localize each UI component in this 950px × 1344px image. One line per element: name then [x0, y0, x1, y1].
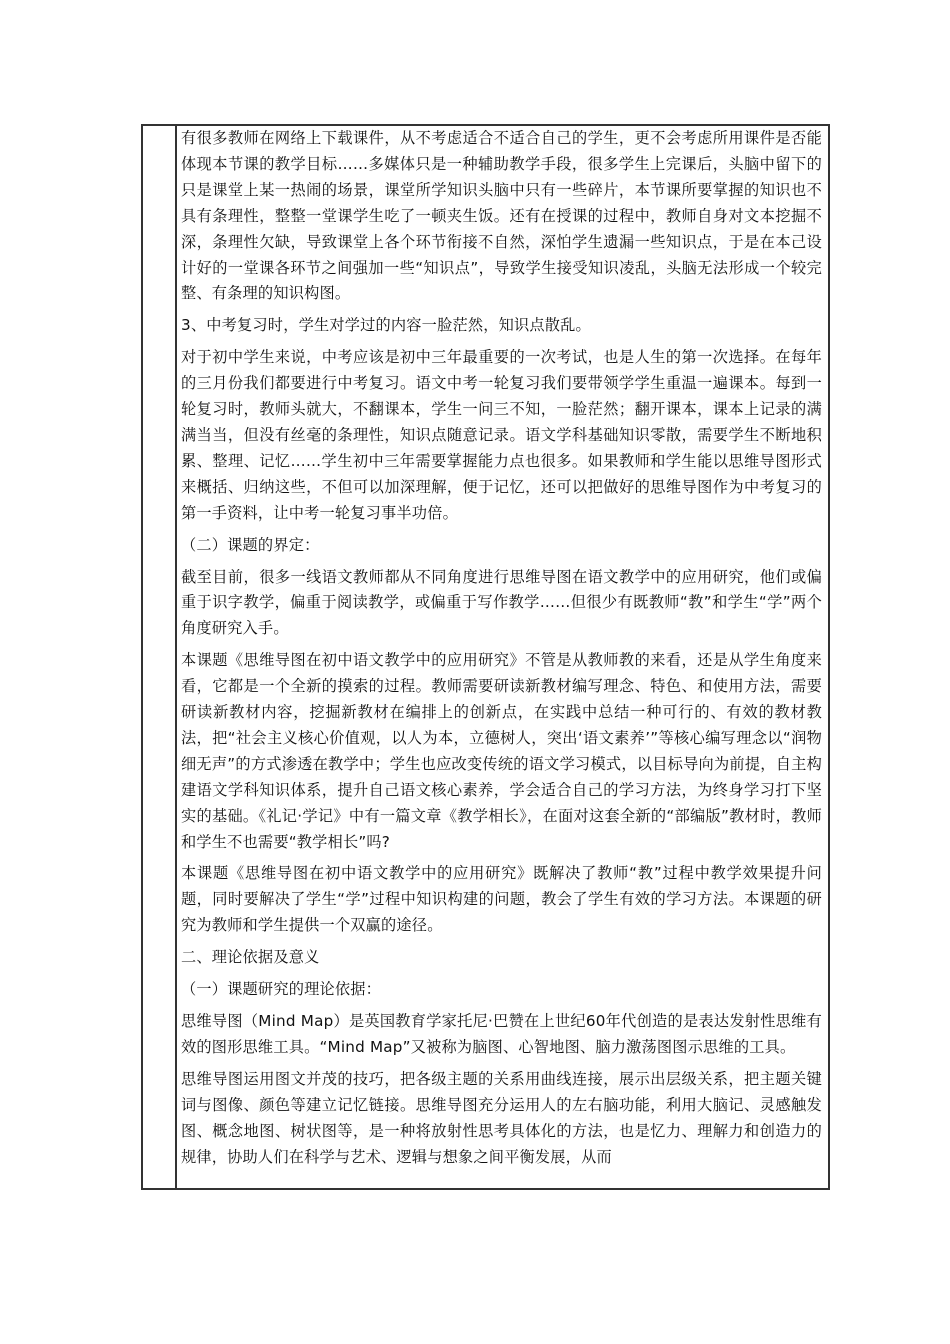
paragraph-exam-review: 对于初中学生来说，中考应该是初中三年最重要的一次考试，也是人生的第一次选择。在每年的三月份我们都要进行中考复习。语文中考一轮复习我们要带领学学生重温一遍课本。每到一轮复习时，教师头就大，不翻课本，学生一问三不知，一脸茫然；翻开课本，课本上记录的满满当当，但没有丝毫的条理性，知识点随意记录。语文学科基础知识零散，需要学生不断地积累、整理、记忆……学生初中三年需要掌握能力点也很多。如果教师和学生能以思维导图形式来概括、归纳这些，不但可以加深理解，便于记忆，还可以把做好的思维导图作为中考复习的第一手资料，让中考一轮复习事半功倍。 — [181, 348, 822, 522]
paragraph-current-research: 截至目前，很多一线语文教师都从不同角度进行思维导图在语文教学中的应用研究，他们或偏重于识字教学，偏重于阅读教学，或偏重于写作教学……但很少有既教师“教”和学生“学”两个角度研究入手。 — [181, 567, 822, 638]
paragraph-topic-exploration: 本课题《思维导图在初中语文教学中的应用研究》不管是从教师教的来看，还是从学生角度来看，它都是一个全新的摸索的过程。教师需要研读新教材编写理念、特色、和使用方法，需要研读新教材内容，挖掘新教材在编排上的创新点，在实践中总结一种可行的、有效的教材教法，把“社会主义核心价值观，以人为本，立德树人，突出‘语文素养’”等核心编写理念以“润物细无声”的方式渗透在教学中；学生也应改变传统的语文学习模式，以目标导向为前提，自主构建语文学科知识体系，提升自己语文核心素养，学会适合自己的学习方法，为终身学习打下坚实的基础。《礼记·学记》中有一篇文章《教学相长》，在面对这套全新的“部编版”教材时，教师和学生不也需要“教学相长”吗? — [181, 651, 822, 851]
paragraph-mind-map-technique: 思维导图运用图文并茂的技巧，把各级主题的关系用曲线连接，展示出层级关系，把主题关键词与图像、颜色等建立记忆链接。思维导图充分运用人的左右脑功能，利用大脑记、灵感触发图、概念地图、树状图等，是一种将放射性思考具体化的方法，也是忆力、理解力和创造力的规律，协助人们在科学与艺术、逻辑与想象之间平衡发展，从而 — [181, 1069, 822, 1166]
section-heading-theory: 二、理论依据及意义 — [181, 948, 320, 967]
paragraph-mind-map-definition: 思维导图（Mind Map）是英国教育学家托尼·巴赞在上世纪60年代创造的是表达发射性思维有效的图形思维工具。“Mind Map”又被称为脑图、心智地图、脑力激荡图图示思维的工具。 — [181, 1012, 822, 1056]
paragraph-review-issue-heading: 3、中考复习时，学生对学过的内容一脸茫然，知识点散乱。 — [181, 316, 591, 335]
paragraph-topic-benefit: 本课题《思维导图在初中语文教学中的应用研究》既解决了教师“教”过程中教学效果提升问题，同时要解决了学生“学”过程中知识构建的问题，教会了学生有效的学习方法。本课题的研究为教师和学生提供一个双赢的途径。 — [181, 864, 822, 935]
section-heading-definition: （二）课题的界定： — [181, 535, 320, 554]
table-content-cell — [177, 126, 828, 1188]
paragraph-courseware-issue: 有很多教师在网络上下载课件，从不考虑适合不适合自己的学生，更不会考虑所用课件是否能体现本节课的教学目标……多媒体只是一种辅助教学手段，很多学生上完课后，头脑中留下的只是课堂上某一热闹的场景，课堂所学知识头脑中只有一些碎片，本节课所要掌握的知识也不具有条理性，整整一堂课学生吃了一顿夹生饭。还有在授课的过程中，教师自身对文本挖掘不深，条理性欠缺，导致课堂上各个环节衔接不自然，深怕学生遗漏一些知识点，于是在本己设计好的一堂课各环节之间强加一些“知识点”，导致学生接受知识凌乱，头脑无法形成一个较完整、有条理的知识构图。 — [181, 129, 822, 303]
section-heading-theory-basis: （一）课题研究的理论依据： — [181, 980, 382, 999]
document-table — [141, 124, 830, 1190]
table-left-column — [143, 126, 177, 1188]
